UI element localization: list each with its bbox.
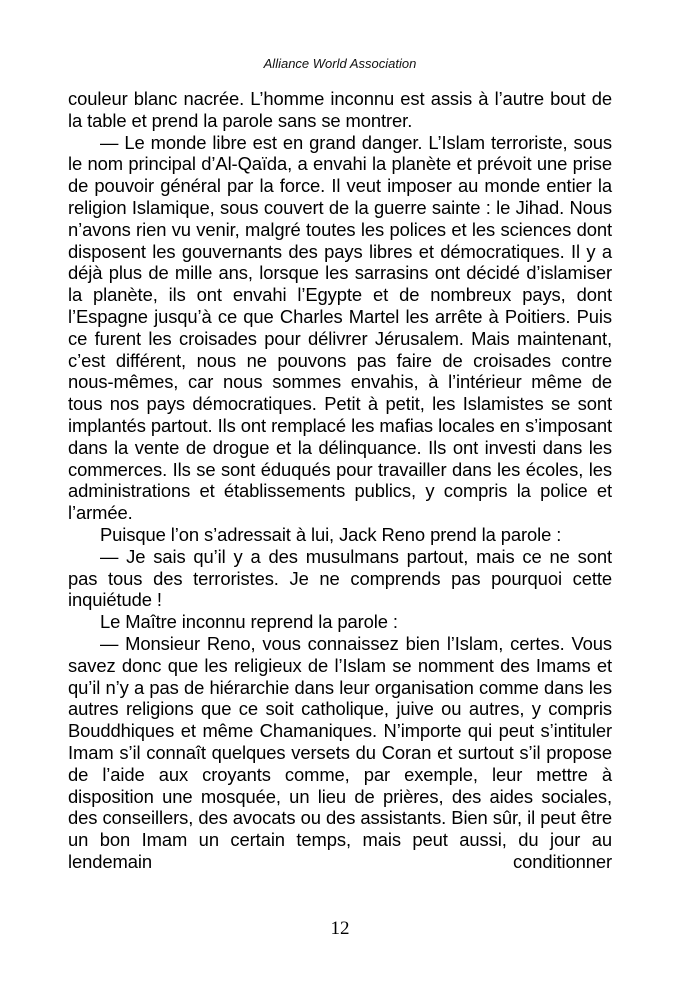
running-header: Alliance World Association bbox=[263, 56, 417, 71]
paragraph: — Monsieur Reno, vous connaissez bien l’Islam, certes. Vous savez donc que les religieux de l’Islam se nomment des Imams et qu’il n’y a pas de hiérarchie dans leur organisation comme dans les autres religions que ce soit catholique, juive ou autres, y compris Bouddhiques et même Chamaniques. N’importe qui peut s’intituler Imam s’il connaît quelques versets du Coran et surtout s’il propose de l’aide aux croyants comme, par exemple, leur mettre à disposition une mosquée, un lieu de prières, des aides sociales, des conseillers, des avocats ou des assistants. Bien sûr, il peut être un bon Imam un certain temps, mais peut aussi, du jour au lendemain conditionner bbox=[68, 632, 612, 872]
page-number: 12 bbox=[330, 918, 350, 939]
paragraph: Le Maître inconnu reprend la parole : bbox=[100, 611, 398, 633]
paragraph: — Le monde libre est en grand danger. L’Islam terroriste, sous le nom principal d’Al-Qaïda, a envahi la planète et prévoit une prise de pouvoir général par la force. Il veut imposer au monde entier la religion Islamique, sous couvert de la guerre sainte : le Jihad. Nous n’avons rien vu venir, malgré toutes les polices et les sciences dont disposent les gouvernants des pays libres et démocratiques. Il y a déjà plus de mille ans, lorsque les sarrasins ont décidé d’islamiser la planète, ils ont envahi l’Egypte et de nombreux pays, dont l’Espagne jusqu’à ce que Charles Martel les arrête à Poitiers. Puis ce furent les croisades pour délivrer Jérusalem. Mais maintenant, c’est différent, nous ne pouvons pas faire de croisades contre nous-mêmes, car nous sommes envahis, à l’intérieur même de tous nos pays démocratiques. Petit à petit, les Islamistes se sont implantés partout. Ils ont remplacé les mafias locales en s’imposant dans la vente de drogue et la délinquance. Ils ont investi dans les commerces. Ils se sont éduqués pour travailler dans les écoles, les administrations et établissements publics, y compris la police et l’armée. bbox=[68, 131, 612, 524]
paragraph: — Je sais qu’il y a des musulmans partout, mais ce ne sont pas tous des terroristes. Je ne comprends pas pourquoi cette inquiétude ! bbox=[68, 545, 612, 611]
paragraph: Puisque l’on s’adressait à lui, Jack Reno prend la parole : bbox=[100, 523, 562, 545]
paragraph: couleur blanc nacrée. L’homme inconnu est assis à l’autre bout de la table et prend la parole sans se montrer. bbox=[68, 88, 612, 131]
body-text bbox=[68, 88, 612, 873]
